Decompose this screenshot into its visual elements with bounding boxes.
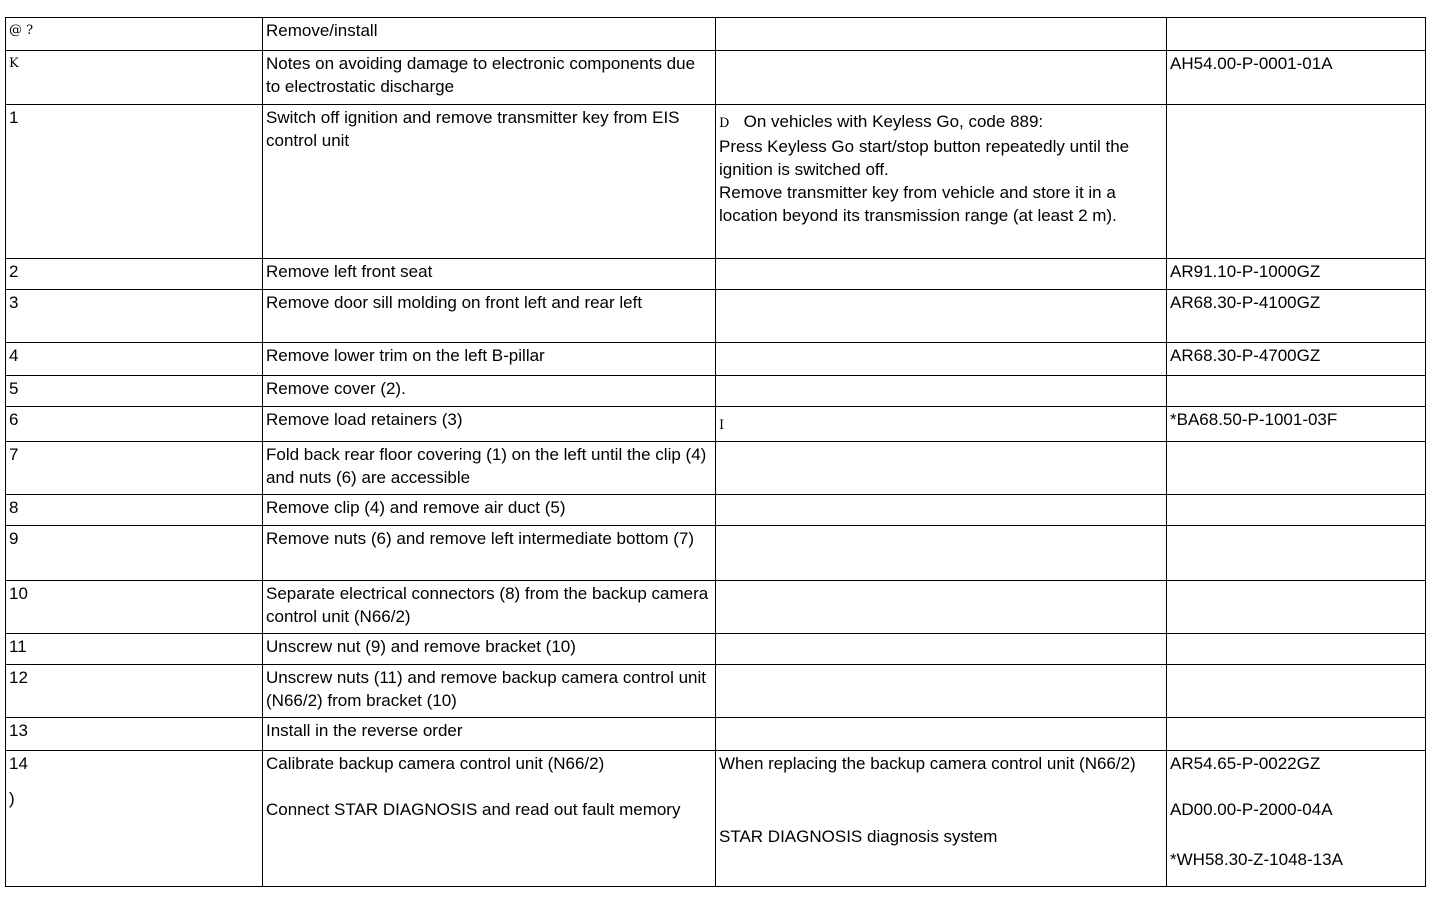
step-cell: 1 — [6, 105, 263, 259]
reference-link[interactable] — [1167, 526, 1426, 581]
step-cell: 5 — [6, 376, 263, 407]
table-row — [6, 407, 1426, 442]
reference-link[interactable] — [1167, 665, 1426, 718]
reference-link[interactable] — [1167, 718, 1426, 751]
note-cell — [716, 105, 1167, 259]
action-cell: Remove left front seat — [263, 259, 716, 290]
step-cell: 4 — [6, 343, 263, 376]
note-text: On vehicles with Keyless Go, code 889: Press Keyless Go start/stop button repeatedly until the ignition is switched off. Remove transmitter key from vehicle and store it in a location beyond its transmission range (at least 2 m). — [719, 112, 1130, 225]
reference-link[interactable]: AD00.00-P-2000-04A — [1170, 800, 1333, 819]
note-cell — [716, 343, 1167, 376]
table-row — [6, 376, 1426, 407]
reference-link[interactable] — [1167, 376, 1426, 407]
table-row — [6, 259, 1426, 290]
table-row — [6, 581, 1426, 634]
table-row — [6, 495, 1426, 526]
reference-link[interactable] — [1167, 18, 1426, 51]
action-cell: Remove cover (2). — [263, 376, 716, 407]
note-cell — [716, 526, 1167, 581]
action-cell: Remove/install — [263, 18, 716, 51]
note-cell — [716, 442, 1167, 495]
action-text: Connect STAR DIAGNOSIS and read out fault memory — [266, 800, 681, 819]
reference-link[interactable] — [1167, 581, 1426, 634]
step-cell: 11 — [6, 634, 263, 665]
table-row — [6, 526, 1426, 581]
action-cell: Switch off ignition and remove transmitter key from EIS control unit — [263, 105, 716, 259]
note-symbol-icon: I — [719, 418, 725, 433]
table-row — [6, 665, 1426, 718]
table-row — [6, 442, 1426, 495]
action-cell: Remove load retainers (3) — [263, 407, 716, 442]
reference-link[interactable]: *WH58.30-Z-1048-13A — [1170, 850, 1343, 869]
reference-link[interactable]: AR91.10-P-1000GZ — [1167, 259, 1426, 290]
step-cell — [6, 751, 263, 887]
action-cell: Install in the reverse order — [263, 718, 716, 751]
table-row — [6, 290, 1426, 343]
step-cell: 9 — [6, 526, 263, 581]
note-cell — [716, 718, 1167, 751]
note-cell — [716, 581, 1167, 634]
action-cell: Notes on avoiding damage to electronic components due to electrostatic discharge — [263, 51, 716, 105]
step-cell: 8 — [6, 495, 263, 526]
action-cell: Remove clip (4) and remove air duct (5) — [263, 495, 716, 526]
step-cell: 6 — [6, 407, 263, 442]
reference-link[interactable] — [1167, 495, 1426, 526]
note-text: When replacing the backup camera control unit (N66/2) — [719, 754, 1136, 773]
reference-cell — [1167, 751, 1426, 887]
action-cell: Fold back rear floor covering (1) on the left until the clip (4) and nuts (6) are accessible — [263, 442, 716, 495]
procedure-table — [5, 17, 1426, 887]
step-symbol-icon: ) — [9, 789, 15, 808]
step-cell: 13 — [6, 718, 263, 751]
action-cell: Unscrew nut (9) and remove bracket (10) — [263, 634, 716, 665]
note-cell — [716, 376, 1167, 407]
step-cell: 10 — [6, 581, 263, 634]
action-cell: Remove nuts (6) and remove left intermediate bottom (7) — [263, 526, 716, 581]
action-text: Calibrate backup camera control unit (N66/2) — [266, 754, 605, 773]
table-row — [6, 105, 1426, 259]
note-cell — [716, 751, 1167, 887]
action-cell: Remove lower trim on the left B-pillar — [263, 343, 716, 376]
note-symbol-icon: D — [719, 116, 730, 131]
action-cell — [263, 751, 716, 887]
note-cell — [716, 665, 1167, 718]
table-row — [6, 751, 1426, 887]
step-cell: @ ? — [6, 18, 263, 51]
note-cell — [716, 18, 1167, 51]
reference-link[interactable]: AR68.30-P-4100GZ — [1167, 290, 1426, 343]
note-cell — [716, 51, 1167, 105]
step-cell: 2 — [6, 259, 263, 290]
step-cell: 12 — [6, 665, 263, 718]
table-row — [6, 718, 1426, 751]
note-cell — [716, 634, 1167, 665]
action-cell: Separate electrical connectors (8) from the backup camera control unit (N66/2) — [263, 581, 716, 634]
note-cell — [716, 290, 1167, 343]
reference-link[interactable] — [1167, 105, 1426, 259]
reference-link[interactable] — [1167, 442, 1426, 495]
note-text: STAR DIAGNOSIS diagnosis system — [719, 827, 998, 846]
note-cell — [716, 495, 1167, 526]
note-cell — [716, 407, 1167, 442]
table-row — [6, 51, 1426, 105]
reference-link[interactable] — [1167, 634, 1426, 665]
table-row — [6, 18, 1426, 51]
step-cell: 7 — [6, 442, 263, 495]
table-row — [6, 634, 1426, 665]
action-cell: Remove door sill molding on front left and rear left — [263, 290, 716, 343]
reference-link[interactable]: AH54.00-P-0001-01A — [1167, 51, 1426, 105]
step-cell: K — [6, 51, 263, 105]
reference-link[interactable]: AR68.30-P-4700GZ — [1167, 343, 1426, 376]
table-row — [6, 343, 1426, 376]
step-cell: 3 — [6, 290, 263, 343]
reference-link[interactable]: *BA68.50-P-1001-03F — [1167, 407, 1426, 442]
note-cell — [716, 259, 1167, 290]
step-number: 14 — [9, 754, 28, 773]
action-cell: Unscrew nuts (11) and remove backup camera control unit (N66/2) from bracket (10) — [263, 665, 716, 718]
reference-link[interactable]: AR54.65-P-0022GZ — [1170, 754, 1321, 773]
